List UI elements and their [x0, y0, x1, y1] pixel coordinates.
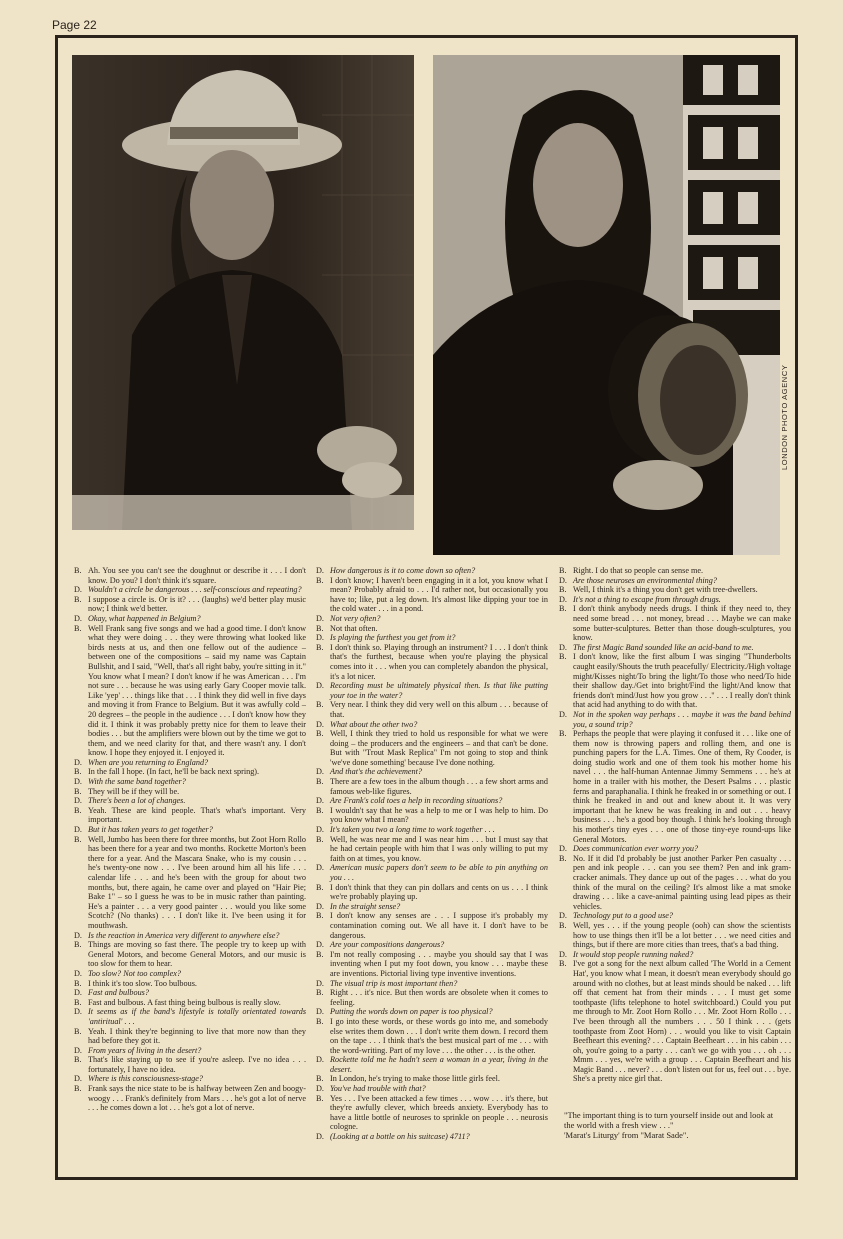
- paragraph-text: I don't think that they can pin dollars and cents on us . . . I think we're probably playing up.: [330, 882, 548, 902]
- paragraph-text: With the same band together?: [88, 777, 186, 787]
- interview-question: [316, 979, 548, 989]
- interview-answer: [74, 806, 306, 825]
- interview-question: [559, 643, 791, 653]
- paragraph-text: Well, yes . . . if the young people (ooh) can show the scientists how to use things then it'll be a lot better . . . we need cities and things, but if there are more cities than trees, that's a bad thing.: [573, 920, 791, 950]
- interview-answer: [559, 652, 791, 710]
- interview-answer: [316, 1074, 548, 1084]
- paragraph-text: It's taken you two a long time to work together . . .: [330, 825, 495, 835]
- speaker-label: D.: [316, 940, 324, 950]
- speaker-label: B.: [316, 1074, 324, 1084]
- interview-question: [74, 1074, 306, 1084]
- paragraph-text: Is playing the furthest you get from it?: [330, 633, 456, 643]
- speaker-label: D.: [316, 825, 324, 835]
- interview-answer: [74, 595, 306, 614]
- interview-question: [74, 969, 306, 979]
- paragraph-text: Yeah. I think they're beginning to live that more now than they had before they got it.: [88, 1026, 306, 1046]
- speaker-label: D.: [74, 585, 82, 595]
- speaker-label: B.: [316, 805, 324, 815]
- speaker-label: D.: [316, 633, 324, 643]
- interview-answer: [316, 777, 548, 796]
- interview-question: [74, 825, 306, 835]
- paragraph-text: There are a few toes in the album though . . . a few short arms and famous web-like figures.: [330, 777, 548, 796]
- speaker-label: B.: [559, 920, 567, 930]
- article-column-3: [559, 566, 791, 1084]
- paragraph-text: Too slow? Not too complex?: [88, 968, 181, 978]
- paragraph-text: Fast and bulbous?: [88, 988, 149, 998]
- interview-answer: [559, 566, 791, 576]
- interview-question: [316, 633, 548, 643]
- interview-question: [559, 911, 791, 921]
- speaker-label: D.: [559, 949, 567, 959]
- speaker-label: B.: [559, 604, 567, 614]
- interview-answer: [316, 576, 548, 614]
- interview-answer: [74, 1084, 306, 1113]
- paragraph-text: Not in the spoken way perhaps . . . maybe it was the band behind you, a sound trip?: [573, 709, 791, 729]
- speaker-label: D.: [316, 613, 324, 623]
- speaker-label: B.: [74, 834, 82, 844]
- footer-quote: [564, 1110, 784, 1140]
- speaker-label: D.: [316, 681, 324, 691]
- paragraph-text: No. If it did I'd probably be just another Parker Pen casualty . . . pen and ink people . . . can you see them? Pen and ink gram-cracker animals. They dance up out of the pages . . . what do you think of the mural on the ceiling? It's almost like a mat smoke drawing . . . like a cave-animal painting using lead pipes as their vehicles.: [573, 853, 791, 911]
- speaker-label: B.: [316, 911, 324, 921]
- speaker-label: D.: [316, 767, 324, 777]
- paragraph-text: It would stop people running naked?: [573, 949, 694, 959]
- paragraph-text: Things are moving so fast there. The people try to keep up with General Motors, and become General Motors, and our music is too slow for them to hear.: [88, 940, 306, 969]
- interview-answer: [559, 729, 791, 844]
- speaker-label: D.: [74, 930, 82, 940]
- interview-answer: [74, 979, 306, 989]
- speaker-label: B.: [316, 575, 324, 585]
- interview-question: [74, 777, 306, 787]
- speaker-label: B.: [316, 988, 324, 998]
- interview-question: [316, 1084, 548, 1094]
- speaker-label: B.: [74, 1026, 82, 1036]
- paragraph-text: Not that often.: [330, 623, 378, 633]
- paragraph-text: How dangerous is it to come down so often?: [330, 566, 476, 575]
- interview-answer: [316, 729, 548, 767]
- paragraph-text: Perhaps the people that were playing it confused it . . . like one of them now is throwing papers and rolling them, and one is punching papers for the L.A. Times. One of them, Ry Cooder, is doing studio work and one of them took his mother home his navel . . . the half-human Antennae Jimmy Semmens . . . he's at home in a trailer with his mother, the Desert Psalms . . . plastic ferns and paraphanalia. I think he freaked in or something or out. I think he freaked in and out and knew about it. It was very important that he knew he was freaking in and out . . . heavy business . . . he's a good boy though. I think he's looking through his mother's tiny eyes . . . one of those tiny-eye round-ups like General Motors.: [573, 729, 791, 844]
- speaker-label: B.: [74, 767, 82, 777]
- paragraph-text: You've had trouble with that?: [330, 1084, 426, 1094]
- interview-question: [316, 1007, 548, 1017]
- speaker-label: D.: [74, 988, 82, 998]
- interview-question: [559, 844, 791, 854]
- interview-question: [316, 614, 548, 624]
- interview-question: [74, 1046, 306, 1056]
- paragraph-text: Where is this consciousness-stage?: [88, 1074, 203, 1084]
- paragraph-text: I go into these words, or these words go into me, and somebody else writes them down . . . I don't write them down. I record them on the tape . . . I think that's the best musical part of me . . . with the word-writing. Part of my love . . . the other . . . is the other.: [330, 1016, 548, 1055]
- interview-answer: [316, 1094, 548, 1132]
- speaker-label: D.: [316, 1055, 324, 1065]
- paragraph-text: Are those neuroses an environmental thing?: [573, 575, 717, 585]
- speaker-label: B.: [559, 959, 567, 969]
- paragraph-text: The visual trip is most important then?: [330, 978, 458, 988]
- interview-question: [316, 566, 548, 576]
- speaker-label: D.: [316, 719, 324, 729]
- interview-answer: [316, 911, 548, 940]
- interview-question: [316, 681, 548, 700]
- interview-answer: [559, 854, 791, 912]
- interview-question: [74, 988, 306, 998]
- interview-answer: [74, 1055, 306, 1074]
- paragraph-text: I'm not really composing . . . maybe you should say that I was inventing when I put my foot down, you know . . . maybe these are inventions. Pictorial living type inventive inventions.: [330, 949, 548, 978]
- speaker-label: B.: [74, 997, 82, 1007]
- paragraph-text: Fast and bulbous. A fast thing being bulbous is really slow.: [88, 997, 281, 1007]
- speaker-label: D.: [74, 968, 82, 978]
- speaker-label: B.: [316, 623, 324, 633]
- paragraph-text: Frank says the nice state to be is halfway between Zen and boogy-woogy . . . Frank's definitely from Mars . . . he's got a lot of nerve . . . he comes down a lot . . . he's got a lot of nerve.: [88, 1084, 306, 1113]
- paragraph-text: American music papers don't seem to be able to pin anything on you . . .: [330, 863, 548, 882]
- interview-question: [316, 902, 548, 912]
- paragraph-text: In the straight sense?: [330, 901, 401, 911]
- interview-question: [559, 950, 791, 960]
- speaker-label: D.: [559, 642, 567, 652]
- interview-answer: [316, 835, 548, 864]
- interview-question: [316, 863, 548, 882]
- interview-question: [74, 614, 306, 624]
- interview-question: [74, 796, 306, 806]
- paragraph-text: Ah. You see you can't see the doughnut or describe it . . . I don't know. Do you? I don't think it's square.: [88, 566, 306, 585]
- paragraph-text: From years of living in the desert?: [88, 1045, 202, 1055]
- paragraph-text: Well, I think they tried to hold us responsible for what we were doing – the producers and the engineers – and that can't be done. But with "Trout Mask Replica" I'm not going to stop and think 'we've done something' because I've done nothing.: [330, 729, 548, 767]
- interview-answer: [316, 624, 548, 634]
- speaker-label: D.: [74, 1045, 82, 1055]
- quote-text: "The important thing is to turn yourself inside out and look at the world with a fresh view . . .": [564, 1110, 774, 1130]
- photo-man-long-hair: [433, 55, 780, 555]
- speaker-label: B.: [316, 949, 324, 959]
- paragraph-text: Yeah. These are kind people. That's what's important. Very important.: [88, 805, 306, 825]
- speaker-label: D.: [74, 757, 82, 767]
- speaker-label: D.: [74, 1074, 82, 1084]
- paragraph-text: In the fall I hope. (In fact, he'll be back next spring).: [88, 767, 260, 777]
- speaker-label: B.: [74, 623, 82, 633]
- paragraph-text: I don't know, like the first album I was singing "Thunderbolts caught easily/Shouts the truth peacefully/ Electricity./High voltage might/Kisses night/To bring the light/To those who need/To hide their shallow day./Get into bright/Find the light/And know that friends don't mind/Just how you grow . . ." . . . I really don't think that acid had anything to do with that.: [573, 652, 791, 710]
- interview-answer: [316, 988, 548, 1007]
- speaker-label: D.: [74, 613, 82, 623]
- interview-question: [74, 1007, 306, 1026]
- speaker-label: B.: [74, 1084, 82, 1094]
- article-column-2: [316, 566, 548, 1142]
- paragraph-text: Well, he was near me and I was near him . . . but I must say that he had certain people with him that I was only willing to put my faith on at times, you know.: [330, 834, 548, 863]
- paragraph-text: It seems as if the band's lifestyle is totally orientated towards 'antiritual' . . .: [88, 1007, 306, 1026]
- speaker-label: D.: [559, 911, 567, 921]
- speaker-label: B.: [559, 652, 567, 662]
- paragraph-text: What about the other two?: [330, 719, 418, 729]
- paragraph-text: Recording must be ultimately physical then. Is that like putting your toe in the water?: [330, 681, 548, 700]
- speaker-label: B.: [559, 566, 567, 575]
- paragraph-text: When are you returning to England?: [88, 757, 209, 767]
- interview-question: [559, 576, 791, 586]
- paragraph-text: I don't think anybody needs drugs. I think if they need to, they need some bread . . . not money, bread . . . Maybe we can make some butter-sculptures. Better than those dough-sculptures, you know.: [573, 604, 791, 643]
- interview-question: [559, 710, 791, 729]
- interview-answer: [74, 787, 306, 797]
- interview-answer: [74, 940, 306, 969]
- paragraph-text: Right. I do that so people can sense me.: [573, 566, 704, 575]
- speaker-label: D.: [316, 1007, 324, 1017]
- speaker-label: D.: [316, 863, 324, 873]
- paragraph-text: They will be if they will be.: [88, 786, 180, 796]
- interview-answer: [74, 835, 306, 931]
- paragraph-text: That's like staying up to see if you're asleep. I've no idea . . . fortunately, I have no idea.: [88, 1055, 306, 1074]
- interview-question: [74, 758, 306, 768]
- speaker-label: B.: [316, 1093, 324, 1103]
- interview-answer: [559, 604, 791, 642]
- speaker-label: B.: [74, 786, 82, 796]
- speaker-label: B.: [559, 729, 567, 739]
- paragraph-text: It's not a thing to escape from through drugs.: [573, 594, 721, 604]
- photo-man-in-hat: [72, 55, 414, 530]
- paragraph-text: Well, I think it's a thing you don't get with tree-dwellers.: [573, 585, 758, 595]
- interview-question: [316, 767, 548, 777]
- paragraph-text: Are your compositions dangerous?: [330, 940, 445, 950]
- speaker-label: B.: [74, 594, 82, 604]
- speaker-label: B.: [316, 834, 324, 844]
- interview-answer: [559, 921, 791, 950]
- interview-answer: [74, 998, 306, 1008]
- interview-answer: [316, 883, 548, 902]
- speaker-label: D.: [559, 575, 567, 585]
- speaker-label: B.: [74, 566, 82, 575]
- paragraph-text: (Looking at a bottle on his suitcase) 4711?: [330, 1132, 470, 1142]
- paragraph-text: Wouldn't a circle be dangerous . . . self-conscious and repeating?: [88, 585, 302, 595]
- paragraph-text: Well, Jumbo has been there for three months, but Zoot Horn Rollo has been there for a year and two months. Rockette Morton's been there for a year. And the Mascara Snake, who is my cousin . . . he's twenty-one now . . . I've been around him all his life . . . calendar life . . . and he's been with the group for about two months, but, there again, he came over and played on "Hair Pie; Bake 1" – so I guess he was to be in music rather than painting. He's a painter . . . a very good painter . . . would you like some Scotch? (No thanks) . . . I don't like it. I've been using it for mouthwash.: [88, 834, 306, 930]
- speaker-label: D.: [559, 709, 567, 719]
- interview-question: [316, 825, 548, 835]
- speaker-label: D.: [316, 1084, 324, 1094]
- paragraph-text: I suppose a circle is. Or is it? . . . (laughs) we'd better play music now; I think we'd better.: [88, 594, 306, 614]
- interview-answer: [74, 624, 306, 758]
- interview-answer: [316, 950, 548, 979]
- interview-question: [559, 595, 791, 605]
- paragraph-text: Okay, what happened in Belgium?: [88, 613, 201, 623]
- article-column-1: [74, 566, 306, 1113]
- paragraph-text: I've got a song for the next album called 'The World in a Cement Hat', you know what I mean, it doesn't mean everybody should go around with no clothes, but at least minds should be naked . . . lift off that cement hat from their minds . . . I must get some toothpaste (lifts telephone to hotel switchboard.) Could you put me through to Mr. Zoot Horn Rollo . . . Mr. Zoot Horn Rollo . . . I've been through all the numbers . . . 50 I think . . . (gets toothpaste from Zoot Horn) . . . would you like to visit Captain Beefheart this evening? . . . Captain Beefheart . . . in his cabin . . . oh, you're going to a party . . . can't we go with you . . . oh . . . Mmm . . . yes, we're with a group . . . Captain Beefheart and his Magic Band . . . never? . . . don't listen out for us, feel out . . . bye. She's a pretty nice girl that.: [573, 959, 791, 1084]
- speaker-label: B.: [316, 642, 324, 652]
- speaker-label: B.: [316, 729, 324, 739]
- speaker-label: B.: [559, 853, 567, 863]
- speaker-label: D.: [74, 1007, 82, 1017]
- interview-answer: [74, 767, 306, 777]
- speaker-label: B.: [316, 882, 324, 892]
- paragraph-text: And that's the achievement?: [330, 767, 423, 777]
- speaker-label: D.: [74, 825, 82, 835]
- speaker-label: B.: [316, 1016, 324, 1026]
- paragraph-text: But it has taken years to get together?: [88, 825, 213, 835]
- interview-question: [316, 940, 548, 950]
- paragraph-text: Are Frank's cold toes a help in recording situations?: [330, 796, 503, 806]
- speaker-label: D.: [316, 901, 324, 911]
- interview-answer: [559, 585, 791, 595]
- paragraph-text: I don't think so. Playing through an instrument? I . . . I don't think that's the furthest, because when you're playing the physical comes into it . . . when you can completely abandon the physical, it's a lot nicer.: [330, 642, 548, 681]
- interview-answer: [316, 806, 548, 825]
- speaker-label: B.: [559, 585, 567, 595]
- paragraph-text: I think it's too slow. Too bulbous.: [88, 978, 197, 988]
- interview-answer: [74, 1027, 306, 1046]
- interview-question: [316, 720, 548, 730]
- paragraph-text: Does communication ever worry you?: [573, 844, 699, 854]
- interview-question: [316, 1132, 548, 1142]
- speaker-label: D.: [316, 978, 324, 988]
- paragraph-text: I wouldn't say that he was a help to me or I was help to him. Do you know what I mean?: [330, 805, 548, 825]
- speaker-label: D.: [316, 796, 324, 806]
- speaker-label: B.: [74, 1055, 82, 1065]
- paragraph-text: Well Frank sang five songs and we had a good time. I don't know what they were doing . . . they were throwing what looked like birds nests at us, and then one fellow out of the audience – between one of the compositions – said my name was Captain Bullshit, and I said, "Well, that's all right baby, you're sitting in it." You know what I mean? I don't know if he was American . . . I'm not sure . . . because he was using early Gary Cooper movie talk. Like 'yep' . . . things like that . . . I think they did well in five days and moving it from France to Belgium. But it was awfully cold – 20 degrees – the people in the audience . . . I don't know how they did it. I think it was probably pretty nice for them to leave their bodies . . . but the amplifiers were blown out by the time we got to them, and we need clarity for that, and there wasn't any. I don't know. I hope they enjoyed it. I enjoyed it.: [88, 623, 306, 758]
- speaker-label: B.: [74, 940, 82, 950]
- paragraph-text: Putting the words down on paper is too physical?: [330, 1007, 493, 1017]
- speaker-label: B.: [74, 805, 82, 815]
- interview-question: [316, 1055, 548, 1074]
- interview-question: [74, 931, 306, 941]
- interview-answer: [316, 700, 548, 719]
- interview-question: [316, 796, 548, 806]
- paragraph-text: Yes . . . I've been attacked a few times . . . wow . . . it's there, but they're awfully clever, which breeds anxiety. Everybody has to have a little bottle of neuroses to sprinkle on people . . . neurosis cologne.: [330, 1093, 548, 1132]
- speaker-label: D.: [559, 844, 567, 854]
- paragraph-text: There's been a lot of changes.: [88, 796, 186, 806]
- speaker-label: D.: [559, 594, 567, 604]
- speaker-label: B.: [316, 700, 324, 710]
- paragraph-text: I don't know; I haven't been engaging in it a lot, you know what I mean? Probably afraid to . . . I'd rather not, but occasionally you have to; like, put a leg down. It's almost like dipping your toe in the cold water . . . in a pond.: [330, 575, 548, 614]
- speaker-label: D.: [316, 566, 324, 575]
- paragraph-text: Not very often?: [330, 613, 381, 623]
- paragraph-text: Technology put to a good use?: [573, 911, 673, 921]
- speaker-label: D.: [74, 796, 82, 806]
- paragraph-text: Right . . . it's nice. But then words are obsolete when it comes to feeling.: [330, 988, 548, 1007]
- speaker-label: D.: [316, 1132, 324, 1142]
- interview-answer: [316, 643, 548, 681]
- paragraph-text: The first Magic Band sounded like an acid-band to me.: [573, 642, 754, 652]
- interview-answer: [559, 959, 791, 1084]
- paragraph-text: Very near. I think they did very well on this album . . . because of that.: [330, 700, 548, 719]
- photo-credit: LONDON PHOTO AGENCY: [780, 364, 789, 470]
- page-number: Page 22: [52, 18, 97, 32]
- speaker-label: B.: [74, 978, 82, 988]
- paragraph-text: Rockette told me he hadn't seen a woman in a year, living in the desert.: [330, 1055, 548, 1074]
- paragraph-text: Is the reaction in America very different to anywhere else?: [88, 930, 280, 940]
- paragraph-text: I don't know any senses are . . . I suppose it's probably my contamination coming out. We all have it. I don't have to be dangerous.: [330, 911, 548, 940]
- interview-answer: [316, 1017, 548, 1055]
- paragraph-text: In London, he's trying to make those little girls feel.: [330, 1074, 500, 1084]
- speaker-label: D.: [74, 777, 82, 787]
- interview-question: [74, 585, 306, 595]
- interview-answer: [74, 566, 306, 585]
- quote-source: 'Marat's Liturgy' from "Marat Sade".: [564, 1130, 689, 1140]
- speaker-label: B.: [316, 777, 324, 787]
